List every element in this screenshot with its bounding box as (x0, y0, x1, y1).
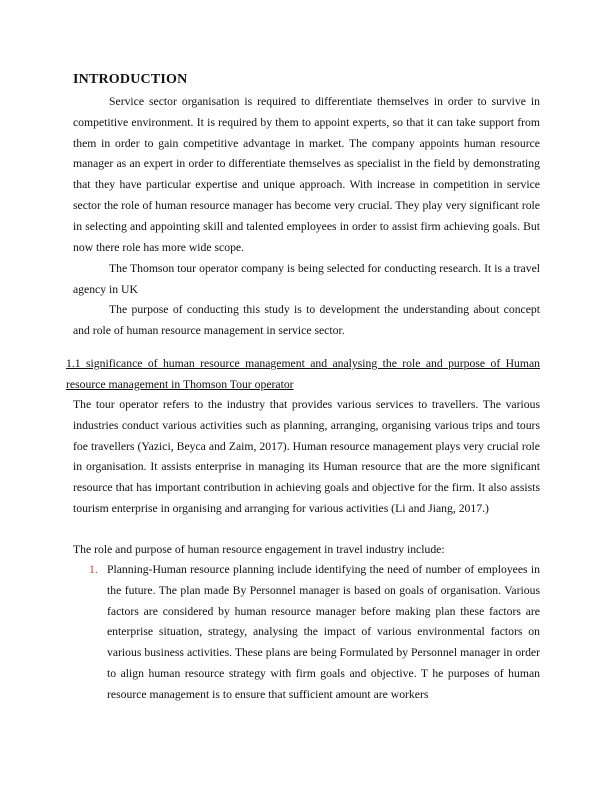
introduction-heading: INTRODUCTION (73, 72, 188, 87)
section-paragraph-2: The role and purpose of human resource engagement in travel industry include: (73, 543, 445, 556)
intro-paragraph-2: The Thomson tour operator company is being selected for conducting research. It is a travel agency in UK (73, 262, 540, 296)
list-item-number: 1. (89, 563, 98, 576)
section-1-1-heading: 1.1 significance of human resource management and analysing the role and purpose of Human resource management in Thomson Tour operator (66, 357, 540, 391)
intro-paragraph-3: The purpose of conducting this study is to development the understanding about concept and role of human resource management in service sector. (73, 303, 540, 337)
intro-paragraph-1: Service sector organisation is required to differentiate themselves in order to survive in competitive environment. It is required by them to appoint experts, so that it can take support from them in order to gain competitive advantage in market. The company appoints human resource manager as an expert in order to differentiate themselves as specialist in the field by demonstrating that they have particular expertise and unique approach. With increase in competition in service sector the role of human resource manager has become very crucial. They play very significant role in selecting and appointing skill and talented employees in order to assist firm achieving goals. But now there role has more wide scope. (73, 95, 540, 254)
section-paragraph-1: The tour operator refers to the industry that provides various services to travellers. The various industries conduct various activities such as planning, arranging, organising various trips and tours foe travellers (Yazici, Beyca and Zaim, 2017). Human resource management plays very crucial role in organisation. It assists enterprise in managing its Human resource that are the more significant resource that has important contribution in achieving goals and objective for the firm. It also assists tourism enterprise in organising and arranging for various activities (Li and Jiang, 2017.) (73, 398, 540, 515)
list-item (89, 560, 540, 706)
list-item-text: Planning-Human resource planning include identifying the need of number of employees in the future. The plan made By Personnel manager is based on goals of organisation. Various factors are considered by human resource manager before making plan these factors are enterprise situation, strategy, analysing the impact of various environmental factors on various business activities. These plans are being Formulated by Personnel manager in order to align human resource strategy with firm goals and objective. T he purposes of human resource management is to ensure that sufficient amount are workers (107, 563, 540, 701)
role-purpose-list (89, 560, 540, 706)
